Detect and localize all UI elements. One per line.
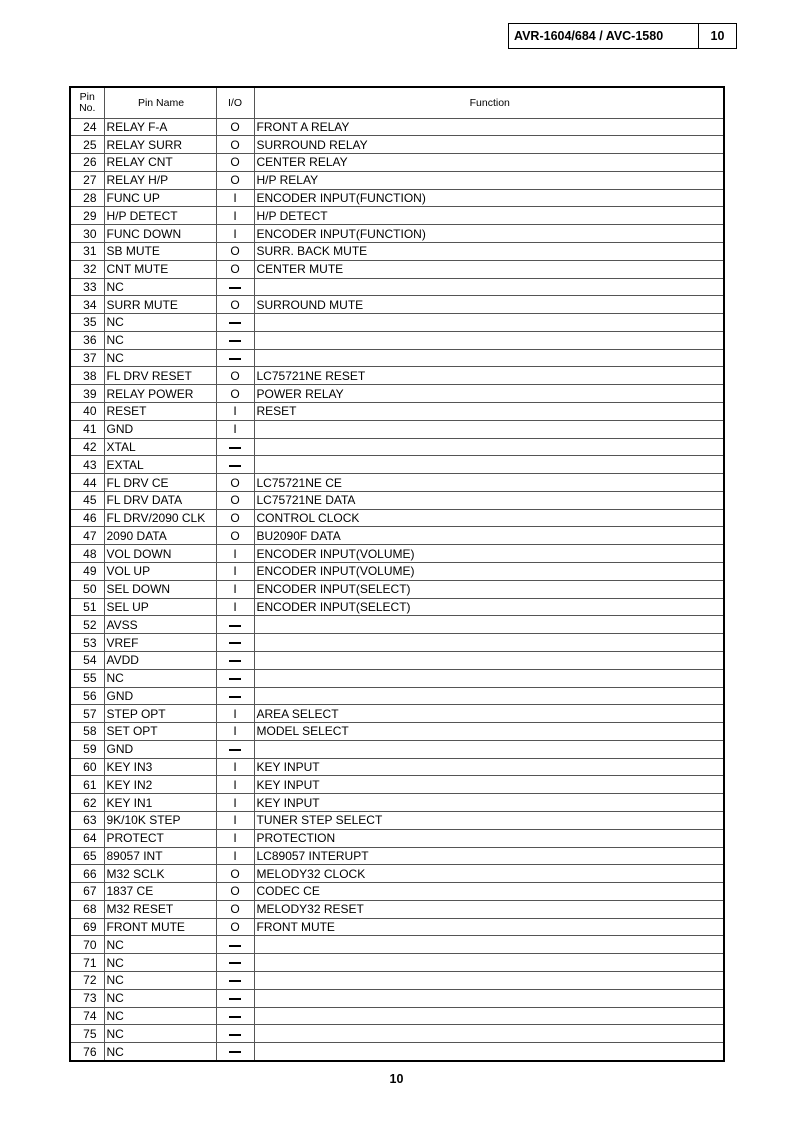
pin-name-cell: SET OPT <box>104 723 216 741</box>
io-none-dash <box>229 322 241 324</box>
table-row <box>70 900 724 918</box>
pin-number-cell: 29 <box>70 207 104 225</box>
io-none-dash <box>229 447 241 449</box>
pin-name-cell: SURR MUTE <box>104 296 216 314</box>
table-row <box>70 136 724 154</box>
pin-number-cell: 59 <box>70 740 104 758</box>
pin-number-cell: 42 <box>70 438 104 456</box>
function-cell: BU2090F DATA <box>254 527 724 545</box>
pin-number-cell: 63 <box>70 811 104 829</box>
io-cell: O <box>216 918 254 936</box>
table-row <box>70 491 724 509</box>
table-row <box>70 118 724 136</box>
pin-name-cell: RELAY SURR <box>104 136 216 154</box>
table-row <box>70 758 724 776</box>
table-row <box>70 829 724 847</box>
io-cell: O <box>216 474 254 492</box>
pin-number-cell: 58 <box>70 723 104 741</box>
io-cell: O <box>216 154 254 172</box>
col-header-pin-name: Pin Name <box>104 87 216 118</box>
io-cell: O <box>216 367 254 385</box>
pin-name-cell: STEP OPT <box>104 705 216 723</box>
pin-number-cell: 71 <box>70 954 104 972</box>
io-cell: O <box>216 883 254 901</box>
function-cell: ENCODER INPUT(FUNCTION) <box>254 189 724 207</box>
io-none-dash <box>229 625 241 627</box>
pin-name-cell: AVDD <box>104 651 216 669</box>
table-row <box>70 687 724 705</box>
pin-name-cell: VOL DOWN <box>104 545 216 563</box>
function-cell <box>254 687 724 705</box>
io-cell <box>216 278 254 296</box>
function-cell: H/P RELAY <box>254 171 724 189</box>
table-row <box>70 651 724 669</box>
pin-number-cell: 43 <box>70 456 104 474</box>
table-row <box>70 811 724 829</box>
pin-number-cell: 55 <box>70 669 104 687</box>
table-row <box>70 420 724 438</box>
col-header-function: Function <box>254 87 724 118</box>
pin-name-cell: H/P DETECT <box>104 207 216 225</box>
table-row <box>70 705 724 723</box>
pin-number-cell: 76 <box>70 1043 104 1061</box>
io-cell <box>216 687 254 705</box>
function-cell: CENTER MUTE <box>254 260 724 278</box>
pin-number-cell: 37 <box>70 349 104 367</box>
table-row <box>70 865 724 883</box>
io-cell <box>216 1025 254 1043</box>
table-row <box>70 207 724 225</box>
table-row <box>70 438 724 456</box>
table-row <box>70 598 724 616</box>
function-cell: FRONT MUTE <box>254 918 724 936</box>
io-cell <box>216 438 254 456</box>
io-cell: I <box>216 758 254 776</box>
pin-number-cell: 50 <box>70 580 104 598</box>
function-cell <box>254 331 724 349</box>
function-cell <box>254 989 724 1007</box>
pin-number-cell: 39 <box>70 385 104 403</box>
pin-name-cell: M32 SCLK <box>104 865 216 883</box>
function-cell <box>254 669 724 687</box>
pin-number-cell: 73 <box>70 989 104 1007</box>
io-cell <box>216 616 254 634</box>
pin-number-cell: 52 <box>70 616 104 634</box>
io-cell <box>216 349 254 367</box>
function-cell <box>254 438 724 456</box>
io-cell: I <box>216 776 254 794</box>
footer-page-number: 10 <box>389 1072 404 1086</box>
pin-name-cell: PROTECT <box>104 829 216 847</box>
pin-name-cell: NC <box>104 954 216 972</box>
pin-name-cell: FUNC UP <box>104 189 216 207</box>
pin-name-cell: NC <box>104 989 216 1007</box>
io-none-dash <box>229 962 241 964</box>
pin-name-cell: FL DRV CE <box>104 474 216 492</box>
function-cell: MELODY32 CLOCK <box>254 865 724 883</box>
pin-number-cell: 41 <box>70 420 104 438</box>
col-header-pin-line2: No. <box>79 101 96 114</box>
pin-number-cell: 40 <box>70 403 104 421</box>
pin-number-cell: 28 <box>70 189 104 207</box>
io-cell: I <box>216 580 254 598</box>
io-none-dash <box>229 696 241 698</box>
function-cell <box>254 954 724 972</box>
io-cell: O <box>216 260 254 278</box>
table-row <box>70 634 724 652</box>
table-row <box>70 972 724 990</box>
function-cell: CODEC CE <box>254 883 724 901</box>
pin-name-cell: KEY IN3 <box>104 758 216 776</box>
pin-number-cell: 68 <box>70 900 104 918</box>
table-row <box>70 883 724 901</box>
table-row <box>70 669 724 687</box>
document-header-box <box>508 23 737 49</box>
pin-name-cell: KEY IN1 <box>104 794 216 812</box>
io-cell: O <box>216 171 254 189</box>
function-cell: TUNER STEP SELECT <box>254 811 724 829</box>
table-header-row <box>70 87 724 118</box>
function-cell <box>254 740 724 758</box>
function-cell: SURROUND MUTE <box>254 296 724 314</box>
io-none-dash <box>229 749 241 751</box>
pin-name-cell: NC <box>104 936 216 954</box>
table-row <box>70 1007 724 1025</box>
io-cell <box>216 740 254 758</box>
function-cell <box>254 314 724 332</box>
io-none-dash <box>229 660 241 662</box>
io-none-dash <box>229 287 241 289</box>
table-row <box>70 189 724 207</box>
table-row <box>70 918 724 936</box>
function-cell: ENCODER INPUT(VOLUME) <box>254 545 724 563</box>
pin-name-cell: 2090 DATA <box>104 527 216 545</box>
pin-number-cell: 33 <box>70 278 104 296</box>
table-row <box>70 989 724 1007</box>
pin-function-table <box>69 86 725 1062</box>
pin-name-cell: EXTAL <box>104 456 216 474</box>
pin-number-cell: 60 <box>70 758 104 776</box>
table-row <box>70 794 724 812</box>
table-row <box>70 563 724 581</box>
table-row <box>70 936 724 954</box>
pin-number-cell: 38 <box>70 367 104 385</box>
table-row <box>70 385 724 403</box>
function-cell: KEY INPUT <box>254 794 724 812</box>
function-cell <box>254 616 724 634</box>
table-row <box>70 403 724 421</box>
pin-number-cell: 65 <box>70 847 104 865</box>
io-cell: O <box>216 509 254 527</box>
table-row <box>70 242 724 260</box>
io-cell <box>216 331 254 349</box>
io-cell: I <box>216 598 254 616</box>
function-cell: KEY INPUT <box>254 776 724 794</box>
pin-name-cell: NC <box>104 278 216 296</box>
table-row <box>70 331 724 349</box>
table-row <box>70 225 724 243</box>
pin-number-cell: 48 <box>70 545 104 563</box>
function-cell: ENCODER INPUT(SELECT) <box>254 598 724 616</box>
pin-name-cell: 1837 CE <box>104 883 216 901</box>
function-cell: SURROUND RELAY <box>254 136 724 154</box>
pin-number-cell: 53 <box>70 634 104 652</box>
io-cell: O <box>216 296 254 314</box>
function-cell: KEY INPUT <box>254 758 724 776</box>
io-cell: I <box>216 811 254 829</box>
pin-name-cell: NC <box>104 1043 216 1061</box>
col-header-pin-no <box>70 87 104 118</box>
pin-number-cell: 64 <box>70 829 104 847</box>
function-cell <box>254 634 724 652</box>
function-cell: RESET <box>254 403 724 421</box>
table-row <box>70 616 724 634</box>
pin-name-cell: 9K/10K STEP <box>104 811 216 829</box>
io-none-dash <box>229 340 241 342</box>
pin-number-cell: 75 <box>70 1025 104 1043</box>
io-cell <box>216 972 254 990</box>
pin-number-cell: 36 <box>70 331 104 349</box>
pin-name-cell: VREF <box>104 634 216 652</box>
pin-number-cell: 54 <box>70 651 104 669</box>
pin-number-cell: 56 <box>70 687 104 705</box>
pin-number-cell: 57 <box>70 705 104 723</box>
io-cell: I <box>216 189 254 207</box>
function-cell: CONTROL CLOCK <box>254 509 724 527</box>
io-cell: O <box>216 242 254 260</box>
pin-name-cell: FL DRV/2090 CLK <box>104 509 216 527</box>
function-cell <box>254 651 724 669</box>
pin-name-cell: RELAY CNT <box>104 154 216 172</box>
io-cell <box>216 651 254 669</box>
function-cell <box>254 972 724 990</box>
pin-name-cell: NC <box>104 314 216 332</box>
io-cell: O <box>216 865 254 883</box>
io-cell: I <box>216 829 254 847</box>
io-cell: I <box>216 420 254 438</box>
table-row <box>70 154 724 172</box>
pin-name-cell: KEY IN2 <box>104 776 216 794</box>
col-header-io: I/O <box>216 87 254 118</box>
pin-number-cell: 32 <box>70 260 104 278</box>
io-cell: I <box>216 847 254 865</box>
table-row <box>70 349 724 367</box>
io-none-dash <box>229 642 241 644</box>
table-row <box>70 723 724 741</box>
pin-name-cell: FRONT MUTE <box>104 918 216 936</box>
pin-name-cell: NC <box>104 331 216 349</box>
function-cell: MODEL SELECT <box>254 723 724 741</box>
table-row <box>70 580 724 598</box>
pin-number-cell: 47 <box>70 527 104 545</box>
table-row <box>70 278 724 296</box>
pin-number-cell: 62 <box>70 794 104 812</box>
table-row <box>70 367 724 385</box>
table-row <box>70 509 724 527</box>
pin-number-cell: 49 <box>70 563 104 581</box>
pin-name-cell: SB MUTE <box>104 242 216 260</box>
io-none-dash <box>229 1034 241 1036</box>
pin-name-cell: RELAY F-A <box>104 118 216 136</box>
pin-number-cell: 25 <box>70 136 104 154</box>
pin-name-cell: XTAL <box>104 438 216 456</box>
pin-name-cell: GND <box>104 420 216 438</box>
pin-number-cell: 26 <box>70 154 104 172</box>
io-cell <box>216 314 254 332</box>
io-cell: I <box>216 545 254 563</box>
function-cell: ENCODER INPUT(SELECT) <box>254 580 724 598</box>
io-cell: I <box>216 794 254 812</box>
io-cell <box>216 634 254 652</box>
pin-number-cell: 46 <box>70 509 104 527</box>
pin-number-cell: 67 <box>70 883 104 901</box>
function-cell <box>254 420 724 438</box>
pin-number-cell: 35 <box>70 314 104 332</box>
pin-name-cell: NC <box>104 349 216 367</box>
io-cell: I <box>216 563 254 581</box>
pin-number-cell: 45 <box>70 491 104 509</box>
table-row <box>70 260 724 278</box>
header-page-number: 10 <box>710 29 725 43</box>
function-cell <box>254 1025 724 1043</box>
io-cell: O <box>216 527 254 545</box>
function-cell <box>254 278 724 296</box>
table-row <box>70 1043 724 1061</box>
table-row <box>70 847 724 865</box>
io-cell <box>216 936 254 954</box>
pin-number-cell: 74 <box>70 1007 104 1025</box>
table-row <box>70 527 724 545</box>
table-row <box>70 171 724 189</box>
pin-name-cell: GND <box>104 740 216 758</box>
function-cell: LC75721NE CE <box>254 474 724 492</box>
function-cell: AREA SELECT <box>254 705 724 723</box>
function-cell: POWER RELAY <box>254 385 724 403</box>
pin-name-cell: NC <box>104 1025 216 1043</box>
io-cell: I <box>216 705 254 723</box>
pin-number-cell: 70 <box>70 936 104 954</box>
io-cell: I <box>216 225 254 243</box>
function-cell: H/P DETECT <box>254 207 724 225</box>
pin-number-cell: 24 <box>70 118 104 136</box>
table-row <box>70 740 724 758</box>
io-cell <box>216 954 254 972</box>
io-cell: I <box>216 723 254 741</box>
io-cell: O <box>216 900 254 918</box>
io-cell: I <box>216 403 254 421</box>
io-none-dash <box>229 678 241 680</box>
function-cell: LC75721NE RESET <box>254 367 724 385</box>
function-cell <box>254 936 724 954</box>
pin-number-cell: 61 <box>70 776 104 794</box>
io-none-dash <box>229 1051 241 1053</box>
pin-name-cell: RESET <box>104 403 216 421</box>
io-cell: O <box>216 491 254 509</box>
io-cell <box>216 456 254 474</box>
function-cell: LC89057 INTERUPT <box>254 847 724 865</box>
pin-name-cell: AVSS <box>104 616 216 634</box>
table-row <box>70 776 724 794</box>
io-none-dash <box>229 980 241 982</box>
pin-name-cell: FL DRV RESET <box>104 367 216 385</box>
pin-name-cell: NC <box>104 669 216 687</box>
io-cell <box>216 669 254 687</box>
io-cell: O <box>216 118 254 136</box>
pin-number-cell: 66 <box>70 865 104 883</box>
io-cell <box>216 1007 254 1025</box>
io-cell: O <box>216 385 254 403</box>
pin-name-cell: M32 RESET <box>104 900 216 918</box>
pin-name-cell: 89057 INT <box>104 847 216 865</box>
pin-number-cell: 30 <box>70 225 104 243</box>
function-cell: SURR. BACK MUTE <box>254 242 724 260</box>
table-row <box>70 545 724 563</box>
pin-number-cell: 51 <box>70 598 104 616</box>
pin-name-cell: SEL DOWN <box>104 580 216 598</box>
table-body <box>70 118 724 1061</box>
pin-number-cell: 34 <box>70 296 104 314</box>
function-cell: LC75721NE DATA <box>254 491 724 509</box>
io-none-dash <box>229 1016 241 1018</box>
pin-name-cell: FL DRV DATA <box>104 491 216 509</box>
table-row <box>70 296 724 314</box>
function-cell: MELODY32 RESET <box>254 900 724 918</box>
function-cell <box>254 1043 724 1061</box>
function-cell <box>254 349 724 367</box>
pin-number-cell: 44 <box>70 474 104 492</box>
model-title: AVR-1604/684 / AVC-1580 <box>509 24 699 48</box>
pin-name-cell: VOL UP <box>104 563 216 581</box>
pin-name-cell: NC <box>104 1007 216 1025</box>
table-row <box>70 456 724 474</box>
io-none-dash <box>229 945 241 947</box>
io-cell <box>216 989 254 1007</box>
pin-number-cell: 72 <box>70 972 104 990</box>
io-none-dash <box>229 465 241 467</box>
pin-name-cell: RELAY H/P <box>104 171 216 189</box>
function-cell <box>254 1007 724 1025</box>
function-cell: PROTECTION <box>254 829 724 847</box>
io-none-dash <box>229 998 241 1000</box>
pin-name-cell: CNT MUTE <box>104 260 216 278</box>
table-row <box>70 474 724 492</box>
table-row <box>70 1025 724 1043</box>
function-cell: ENCODER INPUT(VOLUME) <box>254 563 724 581</box>
col-header-pin-line1: Pin <box>79 91 95 104</box>
pin-number-cell: 69 <box>70 918 104 936</box>
pin-name-cell: GND <box>104 687 216 705</box>
pin-number-cell: 27 <box>70 171 104 189</box>
pin-name-cell: SEL UP <box>104 598 216 616</box>
io-cell: O <box>216 136 254 154</box>
io-cell: I <box>216 207 254 225</box>
function-cell: ENCODER INPUT(FUNCTION) <box>254 225 724 243</box>
table-row <box>70 314 724 332</box>
io-none-dash <box>229 358 241 360</box>
pin-name-cell: NC <box>104 972 216 990</box>
table-row <box>70 954 724 972</box>
pin-number-cell: 31 <box>70 242 104 260</box>
function-cell: CENTER RELAY <box>254 154 724 172</box>
function-cell: FRONT A RELAY <box>254 118 724 136</box>
function-cell <box>254 456 724 474</box>
pin-name-cell: FUNC DOWN <box>104 225 216 243</box>
io-cell <box>216 1043 254 1061</box>
pin-name-cell: RELAY POWER <box>104 385 216 403</box>
